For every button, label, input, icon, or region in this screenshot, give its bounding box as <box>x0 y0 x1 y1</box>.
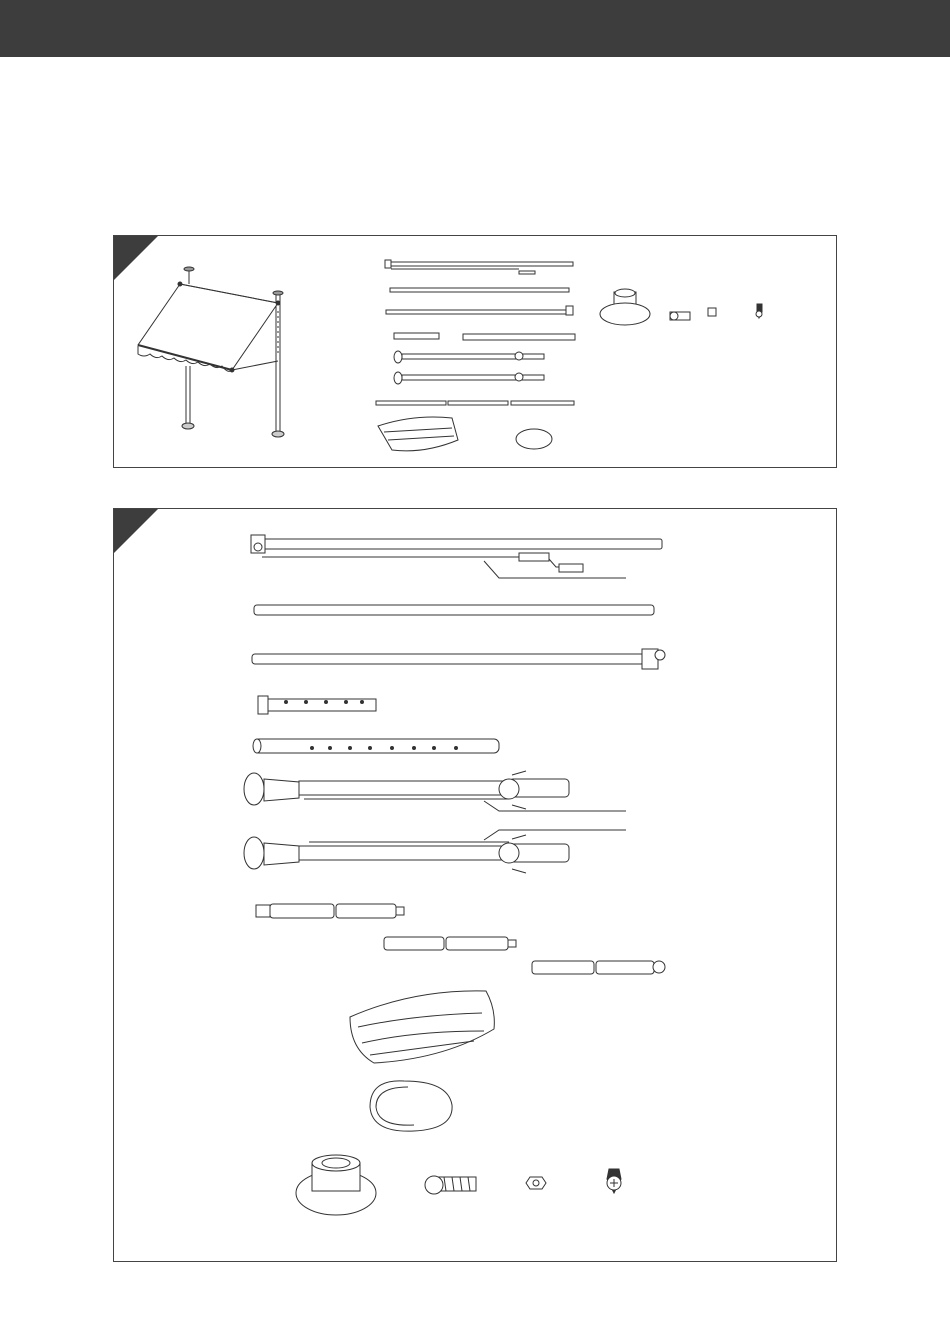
overview-panel <box>113 235 837 468</box>
wall-bracket <box>258 696 376 714</box>
front-profile-bar <box>254 605 654 615</box>
parts-list-panel <box>113 508 837 1262</box>
bolt <box>425 1176 476 1194</box>
telescopic-pole-left <box>244 771 626 811</box>
perforated-tube <box>253 739 499 753</box>
arm-tube-set <box>256 904 665 974</box>
assembled-awning-illustration <box>138 267 284 437</box>
rear-profile-bar <box>252 649 665 669</box>
telescopic-pole-right <box>244 830 626 873</box>
header-bar <box>0 0 950 57</box>
elastic-cord <box>370 1081 452 1131</box>
fabric-cover <box>350 991 494 1063</box>
awning-roller-with-crank <box>251 535 662 578</box>
screw <box>607 1169 621 1193</box>
nut <box>526 1177 546 1189</box>
parts-overview-illustration <box>376 260 762 451</box>
base-foot <box>296 1155 376 1215</box>
